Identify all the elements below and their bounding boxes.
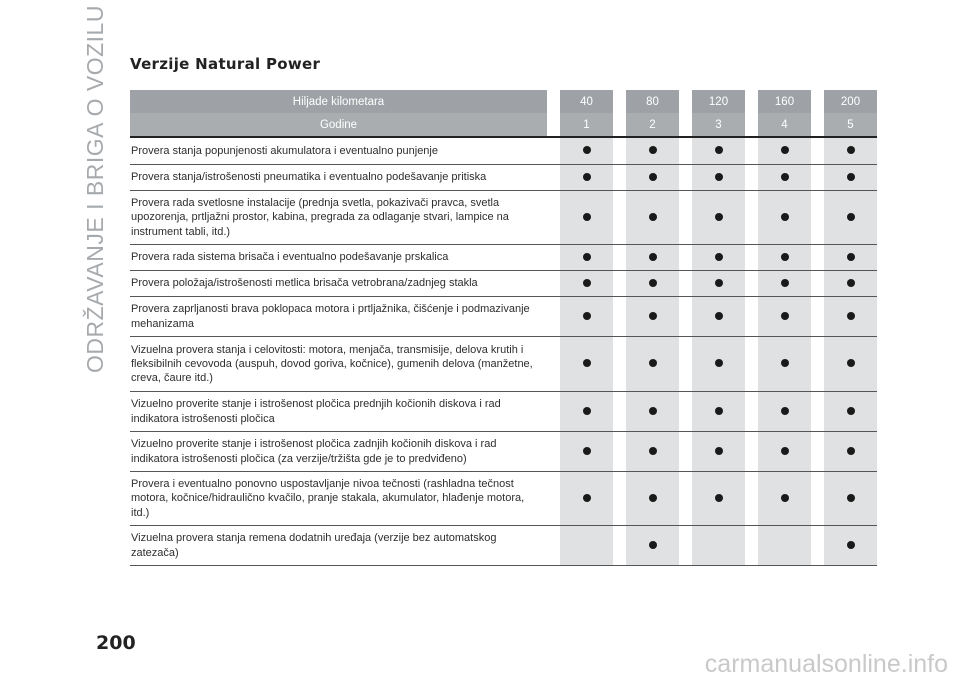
service-item-description: Provera i eventualno ponovno uspostavljanje nivoa tečnosti (rashladna tečnost motora, kočnice/hidraulično kvačilo, pranje stakala, akumulator, hlađenje motora, itd.) (130, 472, 547, 526)
check-dot-icon (715, 146, 723, 154)
interval-cell (758, 472, 811, 526)
header-km-label: Hiljade kilometara (130, 90, 547, 113)
service-item-description: Provera položaja/istrošenosti metlica brisača vetrobrana/zadnjeg stakla (130, 271, 547, 297)
check-dot-icon (649, 407, 657, 415)
interval-cell (758, 165, 811, 191)
interval-cell (692, 297, 745, 337)
interval-cell (758, 138, 811, 165)
km-header-cell: 40 (560, 90, 613, 113)
year-header-cell: 1 (560, 113, 613, 138)
check-dot-icon (583, 494, 591, 502)
interval-cell (758, 191, 811, 245)
interval-cell (758, 337, 811, 392)
interval-cell (560, 138, 613, 165)
check-dot-icon (583, 173, 591, 181)
check-dot-icon (781, 173, 789, 181)
interval-cell (824, 271, 877, 297)
interval-cell (824, 138, 877, 165)
check-dot-icon (715, 359, 723, 367)
interval-cell (692, 526, 745, 566)
check-dot-icon (715, 447, 723, 455)
year-header-cell: 2 (626, 113, 679, 138)
interval-cell (692, 138, 745, 165)
check-dot-icon (649, 213, 657, 221)
check-dot-icon (715, 253, 723, 261)
interval-cell (824, 432, 877, 472)
interval-cell (560, 271, 613, 297)
check-dot-icon (847, 146, 855, 154)
service-item-description: Vizuelno proverite stanje i istrošenost pločica prednjih kočionih diskova i rad indikatora istrošenosti pločica (130, 392, 547, 432)
interval-cell (560, 337, 613, 392)
check-dot-icon (781, 213, 789, 221)
check-dot-icon (583, 146, 591, 154)
check-dot-icon (781, 447, 789, 455)
interval-cell (824, 165, 877, 191)
interval-cell (560, 165, 613, 191)
check-dot-icon (583, 407, 591, 415)
interval-cell (692, 432, 745, 472)
interval-cell (626, 432, 679, 472)
interval-cell (692, 392, 745, 432)
table-row (130, 337, 877, 392)
check-dot-icon (847, 279, 855, 287)
interval-cell (758, 245, 811, 271)
interval-cell (824, 526, 877, 566)
interval-cell (560, 191, 613, 245)
interval-cell (626, 138, 679, 165)
table-row (130, 392, 877, 432)
interval-cell (824, 472, 877, 526)
chapter-side-title: ODRŽAVANJE I BRIGA O VOZILU (82, 5, 108, 373)
year-header-cell: 5 (824, 113, 877, 138)
check-dot-icon (649, 146, 657, 154)
interval-cell (560, 526, 613, 566)
interval-cell (560, 472, 613, 526)
table-row (130, 245, 877, 271)
check-dot-icon (847, 312, 855, 320)
check-dot-icon (847, 494, 855, 502)
check-dot-icon (847, 253, 855, 261)
section-title: Verzije Natural Power (130, 55, 321, 73)
table-row (130, 271, 877, 297)
km-header-cell: 80 (626, 90, 679, 113)
interval-cell (692, 245, 745, 271)
check-dot-icon (583, 279, 591, 287)
interval-cell (758, 392, 811, 432)
check-dot-icon (583, 359, 591, 367)
header-row-km (130, 90, 877, 113)
interval-cell (692, 337, 745, 392)
interval-cell (560, 245, 613, 271)
km-header-cell: 120 (692, 90, 745, 113)
service-item-description: Vizuelna provera stanja remena dodatnih uređaja (verzije bez automatskog zatezača) (130, 526, 547, 566)
interval-cell (626, 245, 679, 271)
check-dot-icon (715, 312, 723, 320)
interval-cell (758, 271, 811, 297)
interval-cell (692, 271, 745, 297)
watermark: carmanualsonline.info (704, 650, 948, 678)
interval-cell (758, 526, 811, 566)
check-dot-icon (583, 447, 591, 455)
check-dot-icon (649, 279, 657, 287)
service-item-description: Provera stanja popunjenosti akumulatora i eventualno punjenje (130, 138, 547, 165)
interval-cell (758, 432, 811, 472)
km-header-cell: 200 (824, 90, 877, 113)
check-dot-icon (781, 146, 789, 154)
interval-cell (626, 165, 679, 191)
interval-cell (560, 432, 613, 472)
check-dot-icon (649, 173, 657, 181)
table-row (130, 165, 877, 191)
check-dot-icon (781, 253, 789, 261)
interval-cell (560, 392, 613, 432)
check-dot-icon (715, 173, 723, 181)
table-row (130, 526, 877, 566)
year-header-cell: 4 (758, 113, 811, 138)
check-dot-icon (847, 213, 855, 221)
check-dot-icon (715, 407, 723, 415)
check-dot-icon (583, 312, 591, 320)
page-number: 200 (96, 632, 136, 654)
table-row (130, 432, 877, 472)
table-row (130, 472, 877, 526)
table-row (130, 191, 877, 245)
header-row-years (130, 113, 877, 138)
check-dot-icon (649, 359, 657, 367)
check-dot-icon (847, 541, 855, 549)
interval-cell (758, 297, 811, 337)
maintenance-schedule-table (130, 90, 877, 566)
check-dot-icon (781, 312, 789, 320)
check-dot-icon (649, 253, 657, 261)
check-dot-icon (847, 359, 855, 367)
service-item-description: Provera stanja/istrošenosti pneumatika i eventualno podešavanje pritiska (130, 165, 547, 191)
check-dot-icon (583, 253, 591, 261)
service-item-description: Vizuelno proverite stanje i istrošenost pločica zadnjih kočionih diskova i rad indikatora istrošenosti pločica (za verzije/tržišta gde je to predviđeno) (130, 432, 547, 472)
interval-cell (626, 297, 679, 337)
interval-cell (692, 472, 745, 526)
interval-cell (626, 337, 679, 392)
check-dot-icon (847, 407, 855, 415)
interval-cell (626, 191, 679, 245)
table-row (130, 138, 877, 165)
check-dot-icon (781, 279, 789, 287)
interval-cell (626, 472, 679, 526)
check-dot-icon (649, 447, 657, 455)
check-dot-icon (847, 173, 855, 181)
check-dot-icon (649, 494, 657, 502)
table-row (130, 297, 877, 337)
service-item-description: Provera zaprljanosti brava poklopaca motora i prtljažnika, čišćenje i podmazivanje mehanizama (130, 297, 547, 337)
header-years-label: Godine (130, 113, 547, 138)
check-dot-icon (781, 407, 789, 415)
year-header-cell: 3 (692, 113, 745, 138)
check-dot-icon (649, 541, 657, 549)
interval-cell (626, 392, 679, 432)
service-item-description: Vizuelna provera stanja i celovitosti: motora, menjača, transmisije, delova krutih i fleksibilnih cevovoda (auspuh, dovod goriva, kočnice), gumenih delova (manžetne, creva, čaure itd.) (130, 337, 547, 392)
interval-cell (824, 337, 877, 392)
check-dot-icon (847, 447, 855, 455)
km-header-cell: 160 (758, 90, 811, 113)
service-item-description: Provera rada svetlosne instalacije (prednja svetla, pokazivači pravca, svetla upozorenja, prtljažni prostor, kabina, pregrada za odlaganje stvari, lampice na instrument tabli, itd.) (130, 191, 547, 245)
interval-cell (626, 271, 679, 297)
interval-cell (560, 297, 613, 337)
interval-cell (824, 245, 877, 271)
interval-cell (626, 526, 679, 566)
check-dot-icon (649, 312, 657, 320)
interval-cell (824, 392, 877, 432)
check-dot-icon (715, 279, 723, 287)
interval-cell (824, 191, 877, 245)
service-item-description: Provera rada sistema brisača i eventualno podešavanje prskalica (130, 245, 547, 271)
check-dot-icon (715, 494, 723, 502)
interval-cell (692, 165, 745, 191)
check-dot-icon (781, 494, 789, 502)
interval-cell (692, 191, 745, 245)
check-dot-icon (781, 359, 789, 367)
check-dot-icon (715, 213, 723, 221)
interval-cell (824, 297, 877, 337)
check-dot-icon (583, 213, 591, 221)
